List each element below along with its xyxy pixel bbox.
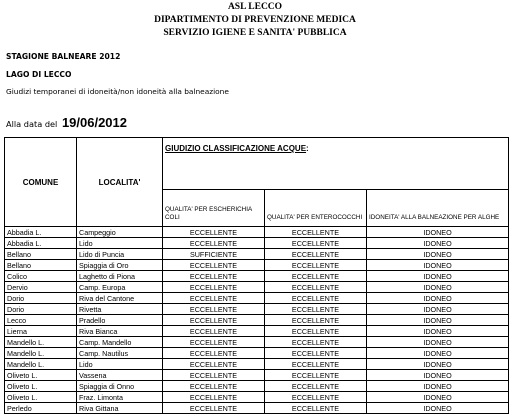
table-row — [5, 304, 509, 315]
lake-title: LAGO DI LECCO — [6, 70, 72, 79]
cell-idoneita: IDONEO — [367, 337, 509, 348]
table-row — [5, 293, 509, 304]
cell-coli: ECCELLENTE — [163, 370, 265, 381]
cell-coli: ECCELLENTE — [163, 282, 265, 293]
cell-comune: Perledo — [5, 403, 77, 414]
cell-idoneita: IDONEO — [367, 348, 509, 359]
cell-localita: Riva Gittana — [77, 403, 163, 414]
cell-comune: Oliveto L. — [5, 392, 77, 403]
cell-idoneita: IDONEO — [367, 249, 509, 260]
cell-idoneita: IDONEO — [367, 293, 509, 304]
cell-enterococchi: ECCELLENTE — [265, 370, 367, 381]
cell-comune: Mandello L. — [5, 337, 77, 348]
cell-localita: Camp. Nautilus — [77, 348, 163, 359]
cell-localita: Vassena — [77, 370, 163, 381]
cell-comune: Bellano — [5, 249, 77, 260]
col-header-localita: LOCALITA' — [77, 138, 163, 227]
table-row — [5, 348, 509, 359]
cell-idoneita: IDONEO — [367, 370, 509, 381]
cell-coli: ECCELLENTE — [163, 260, 265, 271]
cell-coli: ECCELLENTE — [163, 304, 265, 315]
cell-coli: ECCELLENTE — [163, 293, 265, 304]
cell-localita: Pradello — [77, 315, 163, 326]
cell-coli: ECCELLENTE — [163, 403, 265, 414]
cell-localita: Spiaggia di Onno — [77, 381, 163, 392]
cell-idoneita: IDONEO — [367, 271, 509, 282]
cell-enterococchi: ECCELLENTE — [265, 238, 367, 249]
cell-localita: Fraz. Limonta — [77, 392, 163, 403]
cell-coli: SUFFICIENTE — [163, 249, 265, 260]
date-label: Alla data del — [6, 119, 58, 129]
cell-comune: Mandello L. — [5, 359, 77, 370]
cell-comune: Lierna — [5, 326, 77, 337]
cell-localita: Camp. Europa — [77, 282, 163, 293]
cell-comune: Oliveto L. — [5, 381, 77, 392]
table-row — [5, 238, 509, 249]
date-line — [6, 115, 127, 130]
cell-coli: ECCELLENTE — [163, 392, 265, 403]
subheader-coli: QUALITA' PER ESCHERICHIA COLI — [163, 190, 265, 227]
table-row — [5, 326, 509, 337]
cell-coli: ECCELLENTE — [163, 359, 265, 370]
cell-idoneita: IDONEO — [367, 315, 509, 326]
cell-idoneita: IDONEO — [367, 282, 509, 293]
table-row — [5, 315, 509, 326]
results-table — [4, 137, 509, 414]
cell-enterococchi: ECCELLENTE — [265, 260, 367, 271]
table-row — [5, 249, 509, 260]
cell-coli: ECCELLENTE — [163, 238, 265, 249]
cell-coli: ECCELLENTE — [163, 326, 265, 337]
cell-enterococchi: ECCELLENTE — [265, 359, 367, 370]
cell-enterococchi: ECCELLENTE — [265, 337, 367, 348]
cell-enterococchi: ECCELLENTE — [265, 304, 367, 315]
cell-comune: Abbadia L. — [5, 227, 77, 238]
cell-comune: Bellano — [5, 260, 77, 271]
cell-enterococchi: ECCELLENTE — [265, 249, 367, 260]
table-row — [5, 381, 509, 392]
cell-idoneita: IDONEO — [367, 326, 509, 337]
cell-localita: Lido di Puncia — [77, 249, 163, 260]
group-header — [163, 138, 509, 190]
description-text: Giudizi temporanei di idoneità/non idoneità alla balneazione — [6, 87, 229, 96]
table-row — [5, 260, 509, 271]
group-header-title: GIUDIZIO CLASSIFICAZIONE ACQUE — [165, 144, 307, 153]
cell-coli: ECCELLENTE — [163, 337, 265, 348]
table-row — [5, 271, 509, 282]
cell-enterococchi: ECCELLENTE — [265, 381, 367, 392]
cell-localita: Spiaggia di Oro — [77, 260, 163, 271]
cell-comune: Mandello L. — [5, 348, 77, 359]
subheader-idoneita: IDONEITA' ALLA BALNEAZIONE PER ALGHE — [367, 190, 509, 227]
cell-idoneita: IDONEO — [367, 304, 509, 315]
cell-coli: ECCELLENTE — [163, 227, 265, 238]
cell-localita: Riva del Cantone — [77, 293, 163, 304]
cell-comune: Lecco — [5, 315, 77, 326]
cell-enterococchi: ECCELLENTE — [265, 403, 367, 414]
cell-idoneita: IDONEO — [367, 260, 509, 271]
date-value: 19/06/2012 — [61, 115, 128, 130]
cell-idoneita: IDONEO — [367, 403, 509, 414]
header-asl: ASL LECCO — [227, 2, 283, 12]
cell-localita: Riva Bianca — [77, 326, 163, 337]
season-title: STAGIONE BALNEARE 2012 — [6, 52, 121, 61]
cell-enterococchi: ECCELLENTE — [265, 282, 367, 293]
cell-coli: ECCELLENTE — [163, 381, 265, 392]
cell-localita: Camp. Mandello — [77, 337, 163, 348]
cell-localita: Lido — [77, 359, 163, 370]
header-service: SERVIZIO IGIENE E SANITA' PUBBLICA — [163, 28, 347, 38]
cell-comune: Dorio — [5, 304, 77, 315]
cell-localita: Laghetto di Piona — [77, 271, 163, 282]
table-row — [5, 403, 509, 414]
cell-idoneita: IDONEO — [367, 227, 509, 238]
cell-comune: Colico — [5, 271, 77, 282]
cell-localita: Lido — [77, 238, 163, 249]
cell-localita: Rivetta — [77, 304, 163, 315]
table-row — [5, 227, 509, 238]
table-row — [5, 337, 509, 348]
cell-idoneita: IDONEO — [367, 238, 509, 249]
cell-comune: Dorio — [5, 293, 77, 304]
col-header-comune: COMUNE — [5, 138, 77, 227]
table-row — [5, 359, 509, 370]
header-department: DIPARTIMENTO DI PREVENZIONE MEDICA — [154, 15, 356, 25]
cell-enterococchi: ECCELLENTE — [265, 271, 367, 282]
cell-enterococchi: ECCELLENTE — [265, 293, 367, 304]
cell-enterococchi: ECCELLENTE — [265, 326, 367, 337]
cell-localita: Campeggio — [77, 227, 163, 238]
table-header-row — [5, 138, 509, 190]
group-header-suffix: : — [306, 144, 309, 153]
cell-coli: ECCELLENTE — [163, 348, 265, 359]
cell-comune: Oliveto L. — [5, 370, 77, 381]
cell-coli: ECCELLENTE — [163, 271, 265, 282]
cell-enterococchi: ECCELLENTE — [265, 227, 367, 238]
subheader-enterococchi: QUALITA' PER ENTEROCOCCHI — [265, 190, 367, 227]
table-row — [5, 370, 509, 381]
table-row — [5, 282, 509, 293]
cell-enterococchi: ECCELLENTE — [265, 348, 367, 359]
cell-comune: Abbadia L. — [5, 238, 77, 249]
cell-idoneita: IDONEO — [367, 381, 509, 392]
cell-idoneita: IDONEO — [367, 359, 509, 370]
cell-idoneita: IDONEO — [367, 392, 509, 403]
cell-comune: Dervio — [5, 282, 77, 293]
cell-coli: ECCELLENTE — [163, 315, 265, 326]
cell-enterococchi: ECCELLENTE — [265, 392, 367, 403]
cell-enterococchi: ECCELLENTE — [265, 315, 367, 326]
